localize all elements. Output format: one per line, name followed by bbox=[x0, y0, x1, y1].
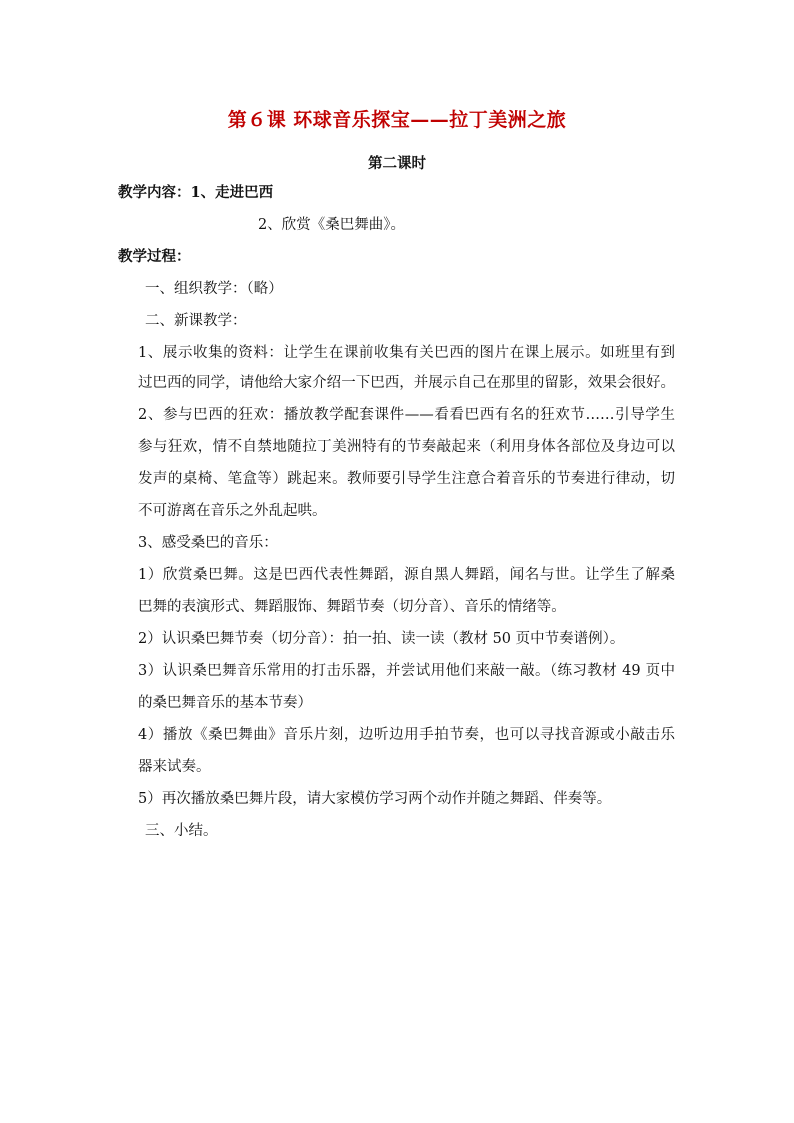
body-line: 不可游离在音乐之外乱起哄。 bbox=[138, 503, 327, 519]
body-line: 器来试奏。 bbox=[138, 759, 211, 775]
body-line: 5）再次播放桑巴舞片段，请大家模仿学习两个动作并随之舞蹈、伴奏等。 bbox=[138, 791, 612, 807]
content-item-1: 1、走进巴西 bbox=[190, 184, 274, 201]
lesson-subtitle: 第二课时 bbox=[368, 155, 426, 172]
body-line: 的桑巴舞音乐的基本节奏） bbox=[138, 695, 312, 711]
process-label: 教学过程： bbox=[118, 248, 191, 265]
step-new-lesson: 二、新课教学： bbox=[145, 313, 247, 329]
content-row bbox=[118, 183, 273, 203]
step-summary: 三、小结。 bbox=[145, 823, 218, 839]
lesson-title: 第６课 环球音乐探宝——拉丁美洲之旅 bbox=[227, 109, 567, 131]
body-line: 3、感受桑巴的音乐： bbox=[138, 535, 278, 551]
body-line: 巴舞的表演形式、舞蹈服饰、舞蹈节奏（切分音）、音乐的情绪等。 bbox=[138, 599, 566, 615]
content-item-2: 2、欣赏《桑巴舞曲》。 bbox=[258, 217, 405, 233]
body-line: 2）认识桑巴舞节奏（切分音）：拍一拍、读一读（教材 50 页中节奏谱例）。 bbox=[138, 631, 625, 647]
body-line: 过巴西的同学，请他给大家介绍一下巴西，并展示自己在那里的留影，效果会很好。 bbox=[138, 375, 675, 391]
body-line: 2、参与巴西的狂欢：播放教学配套课件——看看巴西有名的狂欢节……引导学生 bbox=[138, 407, 675, 423]
body-line: 参与狂欢，情不自禁地随拉丁美洲特有的节奏敲起来（利用身体各部位及身边可以 bbox=[138, 439, 675, 455]
body-line: 1、展示收集的资料：让学生在课前收集有关巴西的图片在课上展示。如班里有到 bbox=[138, 345, 675, 361]
step-organize: 一、组织教学：（略） bbox=[145, 281, 283, 297]
content-label: 教学内容： bbox=[118, 184, 191, 201]
body-line: 4）播放《桑巴舞曲》音乐片刻，边听边用手拍节奏，也可以寻找音源或小敲击乐 bbox=[138, 727, 675, 743]
body-line: 发声的桌椅、笔盒等）跳起来。教师要引导学生注意合着音乐的节奏进行律动，切 bbox=[138, 471, 675, 487]
body-line: 1）欣赏桑巴舞。这是巴西代表性舞蹈，源自黑人舞蹈，闻名与世。让学生了解桑 bbox=[138, 567, 675, 583]
body-line: 3）认识桑巴舞音乐常用的打击乐器，并尝试用他们来敲一敲。（练习教材 49 页中 bbox=[138, 663, 675, 679]
